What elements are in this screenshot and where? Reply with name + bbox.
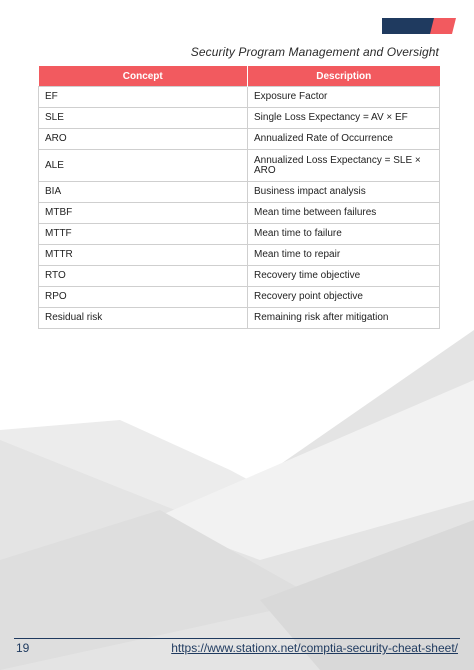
concept-cell: RPO [39, 287, 248, 308]
section-title: Security Program Management and Oversight [190, 45, 439, 59]
table-row [39, 224, 440, 245]
description-cell: Mean time to failure [248, 224, 440, 245]
footer-divider [14, 638, 460, 639]
concept-cell: RTO [39, 266, 248, 287]
description-cell: Mean time to repair [248, 245, 440, 266]
column-header-concept: Concept [39, 66, 248, 87]
stationx-logo-icon [382, 16, 456, 36]
table-row [39, 150, 440, 182]
description-cell: Recovery point objective [248, 287, 440, 308]
description-cell: Remaining risk after mitigation [248, 308, 440, 329]
table-row [39, 87, 440, 108]
table-row [39, 287, 440, 308]
description-cell: Mean time between failures [248, 203, 440, 224]
table-row [39, 308, 440, 329]
concept-cell: Residual risk [39, 308, 248, 329]
table-row [39, 266, 440, 287]
concept-cell: BIA [39, 182, 248, 203]
description-cell: Business impact analysis [248, 182, 440, 203]
table-header-row [39, 66, 440, 87]
description-cell: Single Loss Expectancy = AV × EF [248, 108, 440, 129]
concept-cell: EF [39, 87, 248, 108]
footer-url-link[interactable]: https://www.stationx.net/comptia-security-cheat-sheet/ [171, 641, 458, 655]
table-row [39, 108, 440, 129]
concept-cell: ARO [39, 129, 248, 150]
concept-cell: ALE [39, 150, 248, 182]
description-cell: Annualized Loss Expectancy = SLE × ARO [248, 150, 440, 182]
concept-table [38, 66, 440, 329]
concept-cell: MTTF [39, 224, 248, 245]
description-cell: Recovery time objective [248, 266, 440, 287]
description-cell: Exposure Factor [248, 87, 440, 108]
table-row [39, 245, 440, 266]
table-row [39, 182, 440, 203]
page-number: 19 [16, 641, 30, 655]
concept-cell: MTBF [39, 203, 248, 224]
concept-cell: MTTR [39, 245, 248, 266]
table-row [39, 129, 440, 150]
stationx-logo [382, 16, 456, 36]
column-header-description: Description [248, 66, 440, 87]
description-cell: Annualized Rate of Occurrence [248, 129, 440, 150]
concept-cell: SLE [39, 108, 248, 129]
table-row [39, 203, 440, 224]
